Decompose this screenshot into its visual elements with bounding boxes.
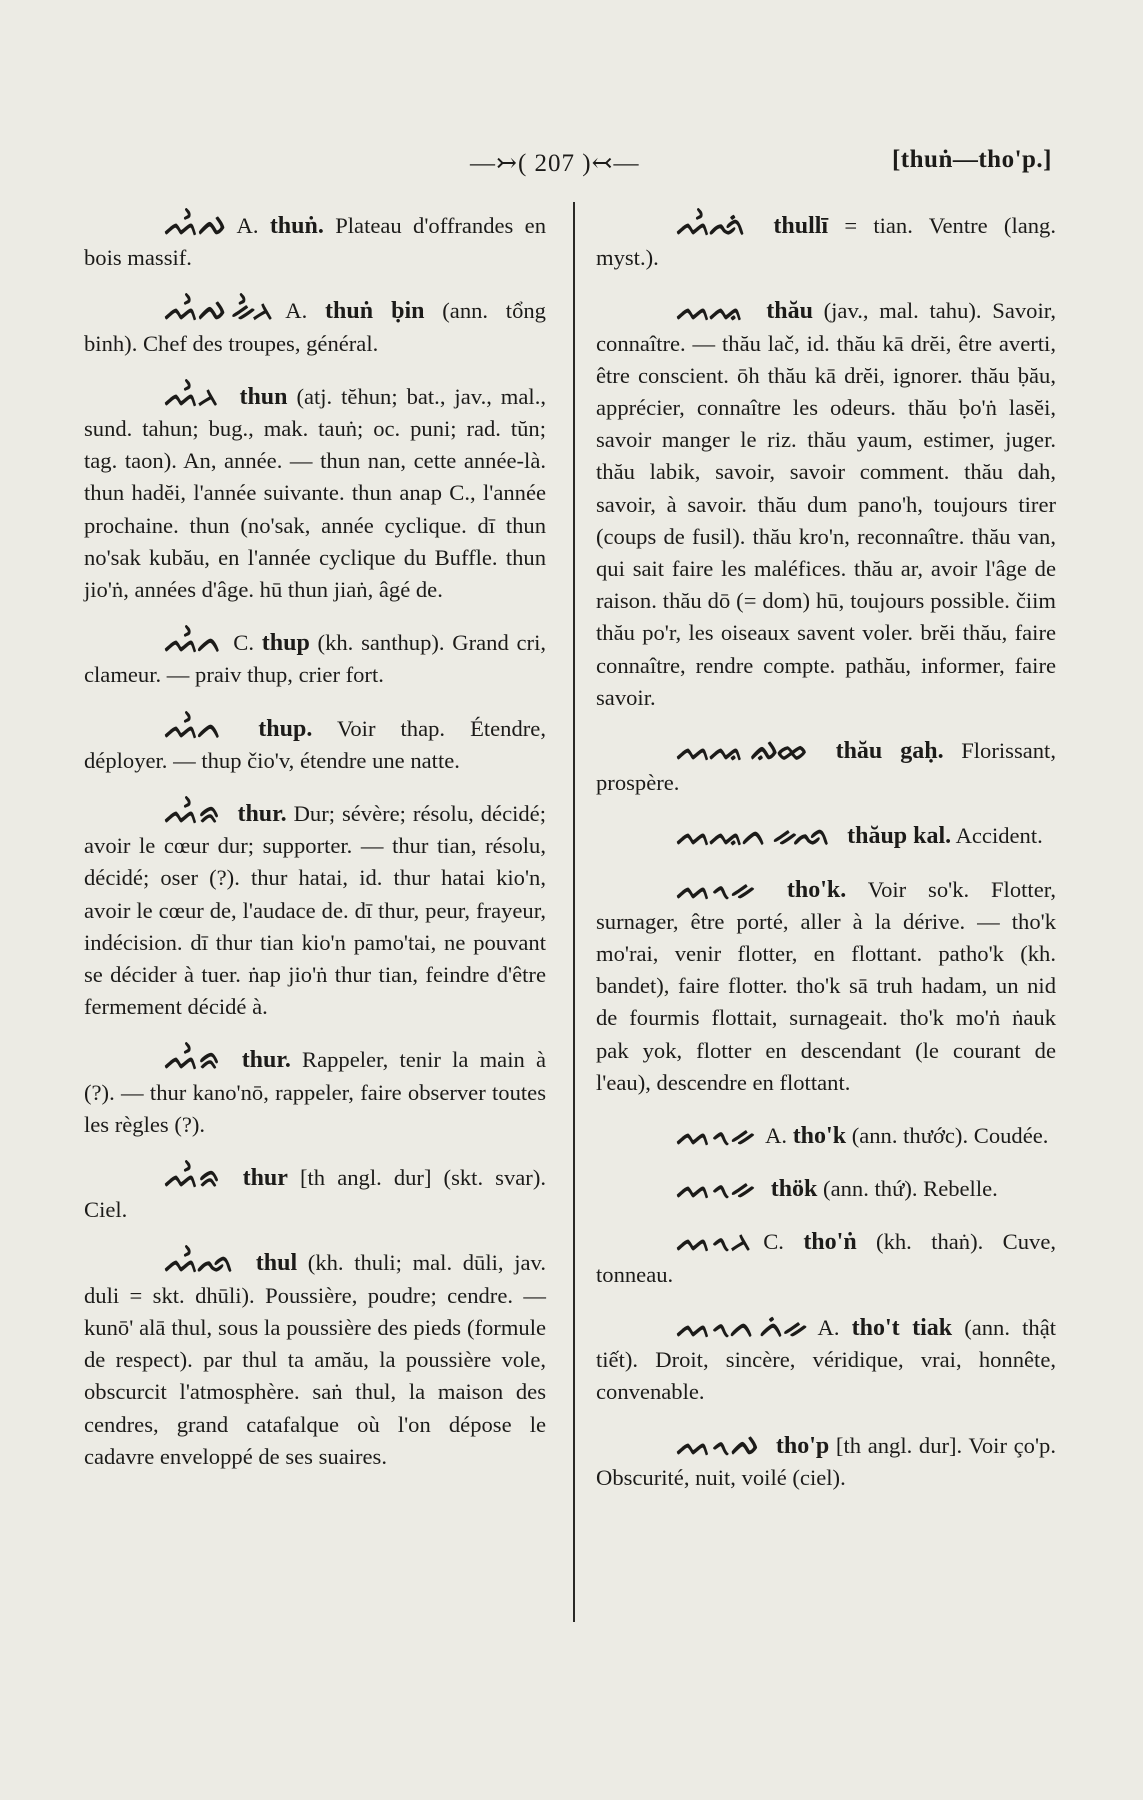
cham-script-glyph: ᨓᨛᨒ bbox=[164, 1245, 232, 1281]
dictionary-entry bbox=[596, 210, 1056, 274]
source-prefix: C. bbox=[233, 630, 254, 656]
headword: tho't tiak bbox=[851, 1314, 953, 1341]
page-number: —↣( 207 )↢— bbox=[470, 150, 640, 177]
dictionary-entry bbox=[84, 1247, 546, 1472]
definition-text: (kh. thuli; mal. dūli, jav. duli = skt. dhūli). Poussière, poudre; cendre. — kunō' alā thul, sous la poussière des pieds (formule de respect). par thul ta amău, la poussière vole, obscurcit l'atmosphère. saṅ thul, la maison des cendres, grand catafalque où l'on dépose le cadavre enveloppé de ses suaires. bbox=[84, 1250, 546, 1469]
cham-script-glyph: ᨓᨛᨈ bbox=[164, 710, 220, 746]
cham-script-glyph: ᨓᨛᨄ ᨀᨛᨂ bbox=[164, 293, 272, 329]
dictionary-entry bbox=[84, 1044, 546, 1141]
definition-text: (kh. thaṅ). Cuve, tonneau. bbox=[596, 1229, 1056, 1287]
headword: thuṅ. bbox=[269, 213, 324, 239]
headword: tho'k bbox=[792, 1123, 847, 1150]
headword: tho'ṅ bbox=[803, 1229, 857, 1256]
cham-script-glyph: ᨓᨛᨄ bbox=[164, 208, 223, 243]
definition-text: (ann. tổng binh). Chef des troupes, général. bbox=[84, 298, 546, 356]
definition-text: Voir so'k. Flotter, surnager, être porté, aller à la dérive. — tho'k mo'rai, venir flotter, en flottant. patho'k (kh. bandet), faire flotter. tho'k sā truh hadam, un nid de fourmis flottait, surnageait. tho'k mo'ṅ ṅauk pak yok, flotter en descendant (le courant de l'eau), descendre en flottant. bbox=[596, 876, 1056, 1095]
definition-text: Rappeler, tenir la main à (?). — thur kano'nō, rappeler, faire observer toutes les règles (?). bbox=[84, 1047, 546, 1137]
definition-text: [th angl. dur] (skt. svar). Ciel. bbox=[84, 1165, 546, 1223]
dictionary-entry bbox=[84, 710, 546, 777]
definition-text: Accident. bbox=[951, 823, 1043, 849]
dictionary-entry bbox=[596, 735, 1056, 799]
definition-text: (ann. thước). Coudée. bbox=[846, 1123, 1049, 1149]
dictionary-entry bbox=[84, 210, 546, 274]
headword: tho'k. bbox=[786, 876, 847, 903]
headword: thur. bbox=[237, 801, 287, 828]
cham-script-glyph: ᨓᨛᨑ bbox=[164, 796, 217, 832]
dictionary-entry bbox=[84, 295, 546, 359]
definition-text: [th angl. dur]. Voir ço'p. Obscurité, nuit, voilé (ciel). bbox=[596, 1432, 1056, 1490]
column-divider bbox=[573, 202, 575, 1622]
dictionary-entry bbox=[84, 627, 546, 691]
definition-text: (jav., mal. tahu). Savoir, connaître. — thău lač, id. thău kā drĕi, être averti, être conscient. ōh thău kā drĕi, ignorer. thău ḅău, apprécier, connaître les odeurs. thău ḅo'ṅ lasĕi, savoir manger le riz. thău yaum, estimer, juger. thău labik, savoir, savoir comment. thău dah, savoir, à savoir. thău dum pano'h, toujours tirer (coups de fusil). thău kro'n, reconnaître. thău van, qui sait faire les maléfices. thău ar, avoir l'âge de raison. thău dō (= dom) hū, toujours possible. čiim thău po'r, les oiseaux savent voler. brĕi thău, faire connaître, rendre compte. pathău, informer, faire savoir. bbox=[596, 298, 1056, 710]
dictionary-entry bbox=[596, 1427, 1056, 1494]
cham-script-glyph: ᨓᨛᨈ bbox=[164, 625, 220, 661]
headword: thur bbox=[242, 1165, 288, 1192]
source-prefix: A. bbox=[236, 213, 259, 238]
cham-script-glyph: ᨓᨚᨀ bbox=[676, 1171, 752, 1207]
source-prefix: C. bbox=[763, 1229, 784, 1255]
definition-text: (ann. thật tiết). Droit, sincère, véridique, vrai, honnête, convenable. bbox=[596, 1314, 1056, 1405]
headword: thullī bbox=[773, 213, 829, 239]
headword: thuṅ ḅin bbox=[325, 298, 425, 325]
headword: thun bbox=[239, 383, 288, 410]
cham-script-glyph: ᨓᨚᨀ bbox=[676, 1118, 752, 1154]
right-column bbox=[596, 210, 1056, 1515]
headword: thup bbox=[261, 630, 310, 657]
definition-text: (kh. santhup). Grand cri, clameur. — praiv thup, crier fort. bbox=[84, 630, 546, 688]
left-column bbox=[84, 210, 546, 1494]
headword: thău bbox=[766, 298, 813, 325]
cham-script-glyph: ᨓᨛᨑ bbox=[164, 1160, 217, 1196]
definition-text: (atj. tĕhun; bat., jav., mal., sund. tahun; bug., mak. tauṅ; oc. puni; rad. tŭn; tag. taon). An, année. — thun nan, cette année-là. thun hadĕi, l'année suivante. thun anap C., l'année prochaine. thun (no'sak, année cyclique. dī thun no'sak kubău, en l'année cyclique du Buffle. thun jio'ṅ, années d'âge. hū thun jiaṅ, âgé de. bbox=[84, 383, 546, 603]
cham-script-glyph: ᨓᨕᨈ ᨀᨒ bbox=[676, 818, 828, 854]
source-prefix: A. bbox=[817, 1314, 840, 1340]
headword-range: [thuṅ—tho'p.] bbox=[891, 146, 1052, 173]
headword: thök bbox=[770, 1176, 818, 1203]
dictionary-entry bbox=[596, 1173, 1056, 1205]
headword: tho'p bbox=[775, 1432, 830, 1459]
cham-script-glyph: ᨓᨚᨀ bbox=[676, 871, 752, 907]
headword: thul bbox=[255, 1250, 298, 1277]
headword: thup. bbox=[258, 715, 313, 742]
dictionary-entry bbox=[84, 378, 546, 606]
cham-script-glyph: ᨓᨕ ᨁᨖ bbox=[676, 733, 804, 769]
cham-script-glyph: ᨓᨚᨂ bbox=[676, 1224, 750, 1260]
cham-script-glyph: ᨓᨚᨄ bbox=[676, 1427, 756, 1463]
cham-script-glyph: ᨓᨕ bbox=[676, 293, 742, 329]
dictionary-entry bbox=[596, 1120, 1056, 1152]
definition-text: Dur; sévère; résolu, décidé; avoir le cœur dur; supporter. — thur tian, résolu, décidé; oser (?). thur hatai, id. thur hatai kio'n, avoir le cœur de, l'audace de. dī thur, peur, frayeur, indécision. dī thur tian kio'n pamo'tai, ne pouvant se décider à tuer. ṅap jio'ṅ thur tian, feindre d'être fermement décidé à. bbox=[84, 801, 546, 1020]
dictionary-entry bbox=[596, 295, 1056, 714]
headword: thur. bbox=[241, 1047, 291, 1074]
headword: thăup kal. bbox=[847, 823, 952, 850]
dictionary-entry bbox=[84, 1162, 546, 1226]
definition-text: Plateau d'offrandes en bois massif. bbox=[84, 213, 546, 271]
definition-text: Voir thap. Étendre, déployer. — thup čio'v, étendre une natte. bbox=[84, 715, 546, 773]
cham-script-glyph: ᨓᨛᨑ bbox=[164, 1042, 217, 1078]
page-header bbox=[0, 148, 1143, 188]
dictionary-entry bbox=[84, 798, 546, 1023]
source-prefix: A. bbox=[765, 1123, 788, 1149]
dictionary-entry bbox=[596, 871, 1056, 1099]
dictionary-entry bbox=[596, 1226, 1056, 1290]
source-prefix: A. bbox=[285, 298, 308, 324]
cham-script-glyph: ᨓᨛᨂ bbox=[164, 378, 217, 414]
dictionary-entry bbox=[596, 1309, 1056, 1409]
definition-text: (ann. thứ). Rebelle. bbox=[817, 1176, 998, 1202]
headword: thău gaḥ. bbox=[835, 738, 944, 765]
cham-script-glyph: ᨓᨛᨒᨗ bbox=[676, 208, 744, 243]
dictionary-entry bbox=[596, 820, 1056, 852]
cham-script-glyph: ᨓᨚᨈ ᨈᨗᨀ bbox=[676, 1309, 804, 1345]
definition-text: = tian. Ventre (lang. myst.). bbox=[596, 213, 1056, 271]
definition-text: Florissant, prospère. bbox=[596, 738, 1056, 796]
